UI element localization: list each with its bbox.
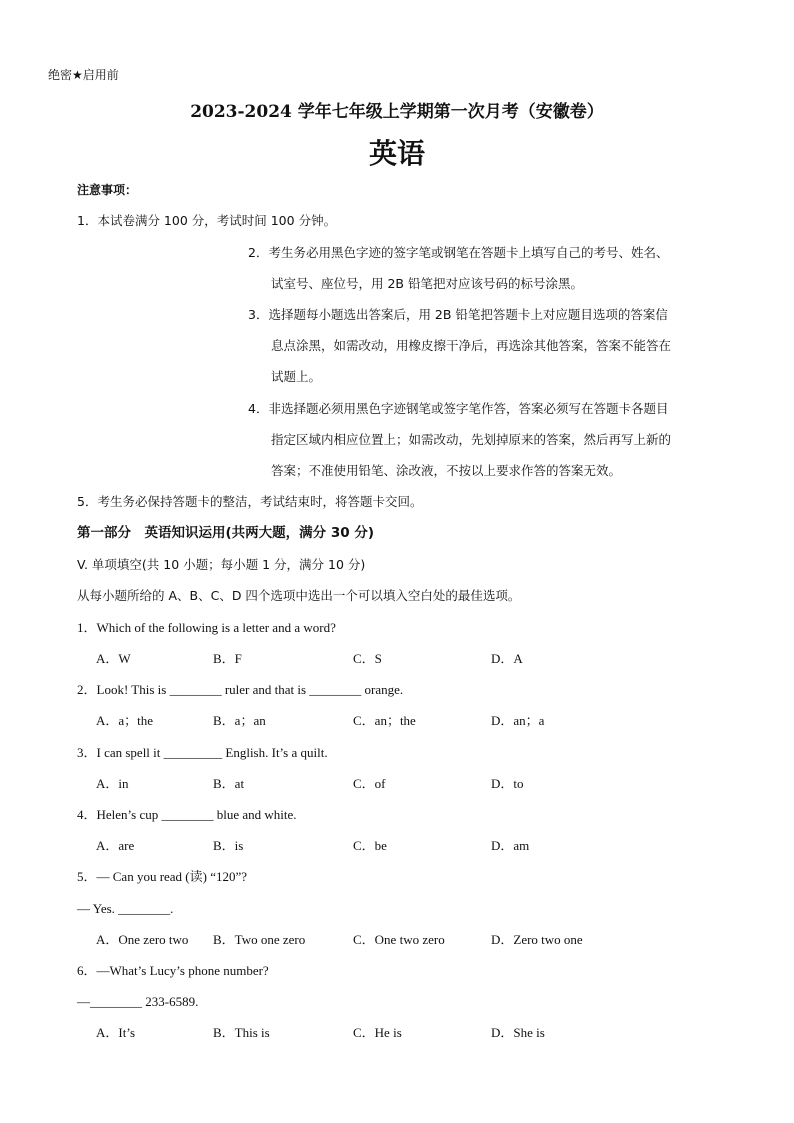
notice-item: 试题上。 [271, 369, 322, 384]
option-d: D．am [491, 838, 530, 853]
option-b: B．a；an [213, 713, 266, 728]
option-c: C．One two zero [353, 932, 445, 947]
notice-item: 试室号、座位号，用 2B 铅笔把对应该号码的标号涂黑。 [271, 276, 583, 291]
notice-item: 2．考生务必用黑色字迹的签字笔或钢笔在答题卡上填写自己的考号、姓名、 [248, 245, 669, 260]
option-d: D．A [491, 651, 523, 666]
question-stem: 2．Look! This is ________ ruler and that is ________ orange. [77, 682, 404, 697]
option-c: C．S [353, 651, 382, 666]
question-response: — Yes. ________. [77, 901, 174, 916]
option-c: C．an；the [353, 713, 416, 728]
option-b: B．at [213, 776, 245, 791]
option-a: A．in [96, 776, 129, 791]
option-a: A．W [96, 651, 131, 666]
option-a: A．a；the [96, 713, 154, 728]
option-b: B．Two one zero [213, 932, 306, 947]
question-stem: 5．— Can you read (读) “120”? [77, 869, 248, 884]
question-stem: 1．Which of the following is a letter and a word? [77, 620, 336, 635]
question-stem: 6．—What’s Lucy’s phone number? [77, 963, 269, 978]
notice-item: 1．本试卷满分 100 分，考试时间 100 分钟。 [77, 213, 337, 228]
confidential-mark: 绝密★启用前 [48, 68, 119, 82]
notice-item: 3．选择题每小题选出答案后，用 2B 铅笔把答题卡上对应题目选项的答案信 [248, 307, 668, 322]
exam-title: 2023-2024 学年七年级上学期第一次月考（安徽卷） [190, 102, 604, 122]
question-response: —________ 233-6589. [77, 994, 199, 1009]
option-d: D．Zero two one [491, 932, 583, 947]
question-stem: 4．Helen’s cup ________ blue and white. [77, 807, 297, 822]
notice-item: 答案；不准使用铅笔、涂改液，不按以上要求作答的答案无效。 [271, 463, 622, 478]
option-a: A．It’s [96, 1025, 136, 1040]
section-instruction: 从每小题所给的 A、B、C、D 四个选项中选出一个可以填入空白处的最佳选项。 [77, 588, 521, 603]
option-b: B．F [213, 651, 242, 666]
section-heading: V. 单项填空(共 10 小题；每小题 1 分，满分 10 分) [77, 557, 366, 572]
option-a: A．are [96, 838, 135, 853]
option-c: C．be [353, 838, 387, 853]
notice-item: 5．考生务必保持答题卡的整洁，考试结束时，将答题卡交回。 [77, 494, 423, 509]
notice-item: 息点涂黑，如需改动，用橡皮擦干净后，再选涂其他答案，答案不能答在 [271, 338, 672, 353]
option-d: D．an；a [491, 713, 545, 728]
option-c: C．of [353, 776, 386, 791]
option-d: D．to [491, 776, 524, 791]
option-d: D．She is [491, 1025, 545, 1040]
option-a: A．One zero two [96, 932, 189, 947]
option-c: C．He is [353, 1025, 402, 1040]
subject-title: 英语 [368, 137, 425, 170]
option-b: B．This is [213, 1025, 270, 1040]
notice-heading: 注意事项： [77, 183, 138, 197]
option-b: B．is [213, 838, 244, 853]
notice-item: 指定区域内相应位置上；如需改动，先划掉原来的答案，然后再写上新的 [271, 432, 672, 447]
notice-item: 4．非选择题必须用黑色字迹钢笔或签字笔作答，答案必须写在答题卡各题目 [248, 401, 669, 416]
part-heading: 第一部分 英语知识运用(共两大题，满分 30 分) [77, 525, 375, 541]
question-stem: 3．I can spell it _________ English. It’s a quilt. [77, 745, 328, 760]
